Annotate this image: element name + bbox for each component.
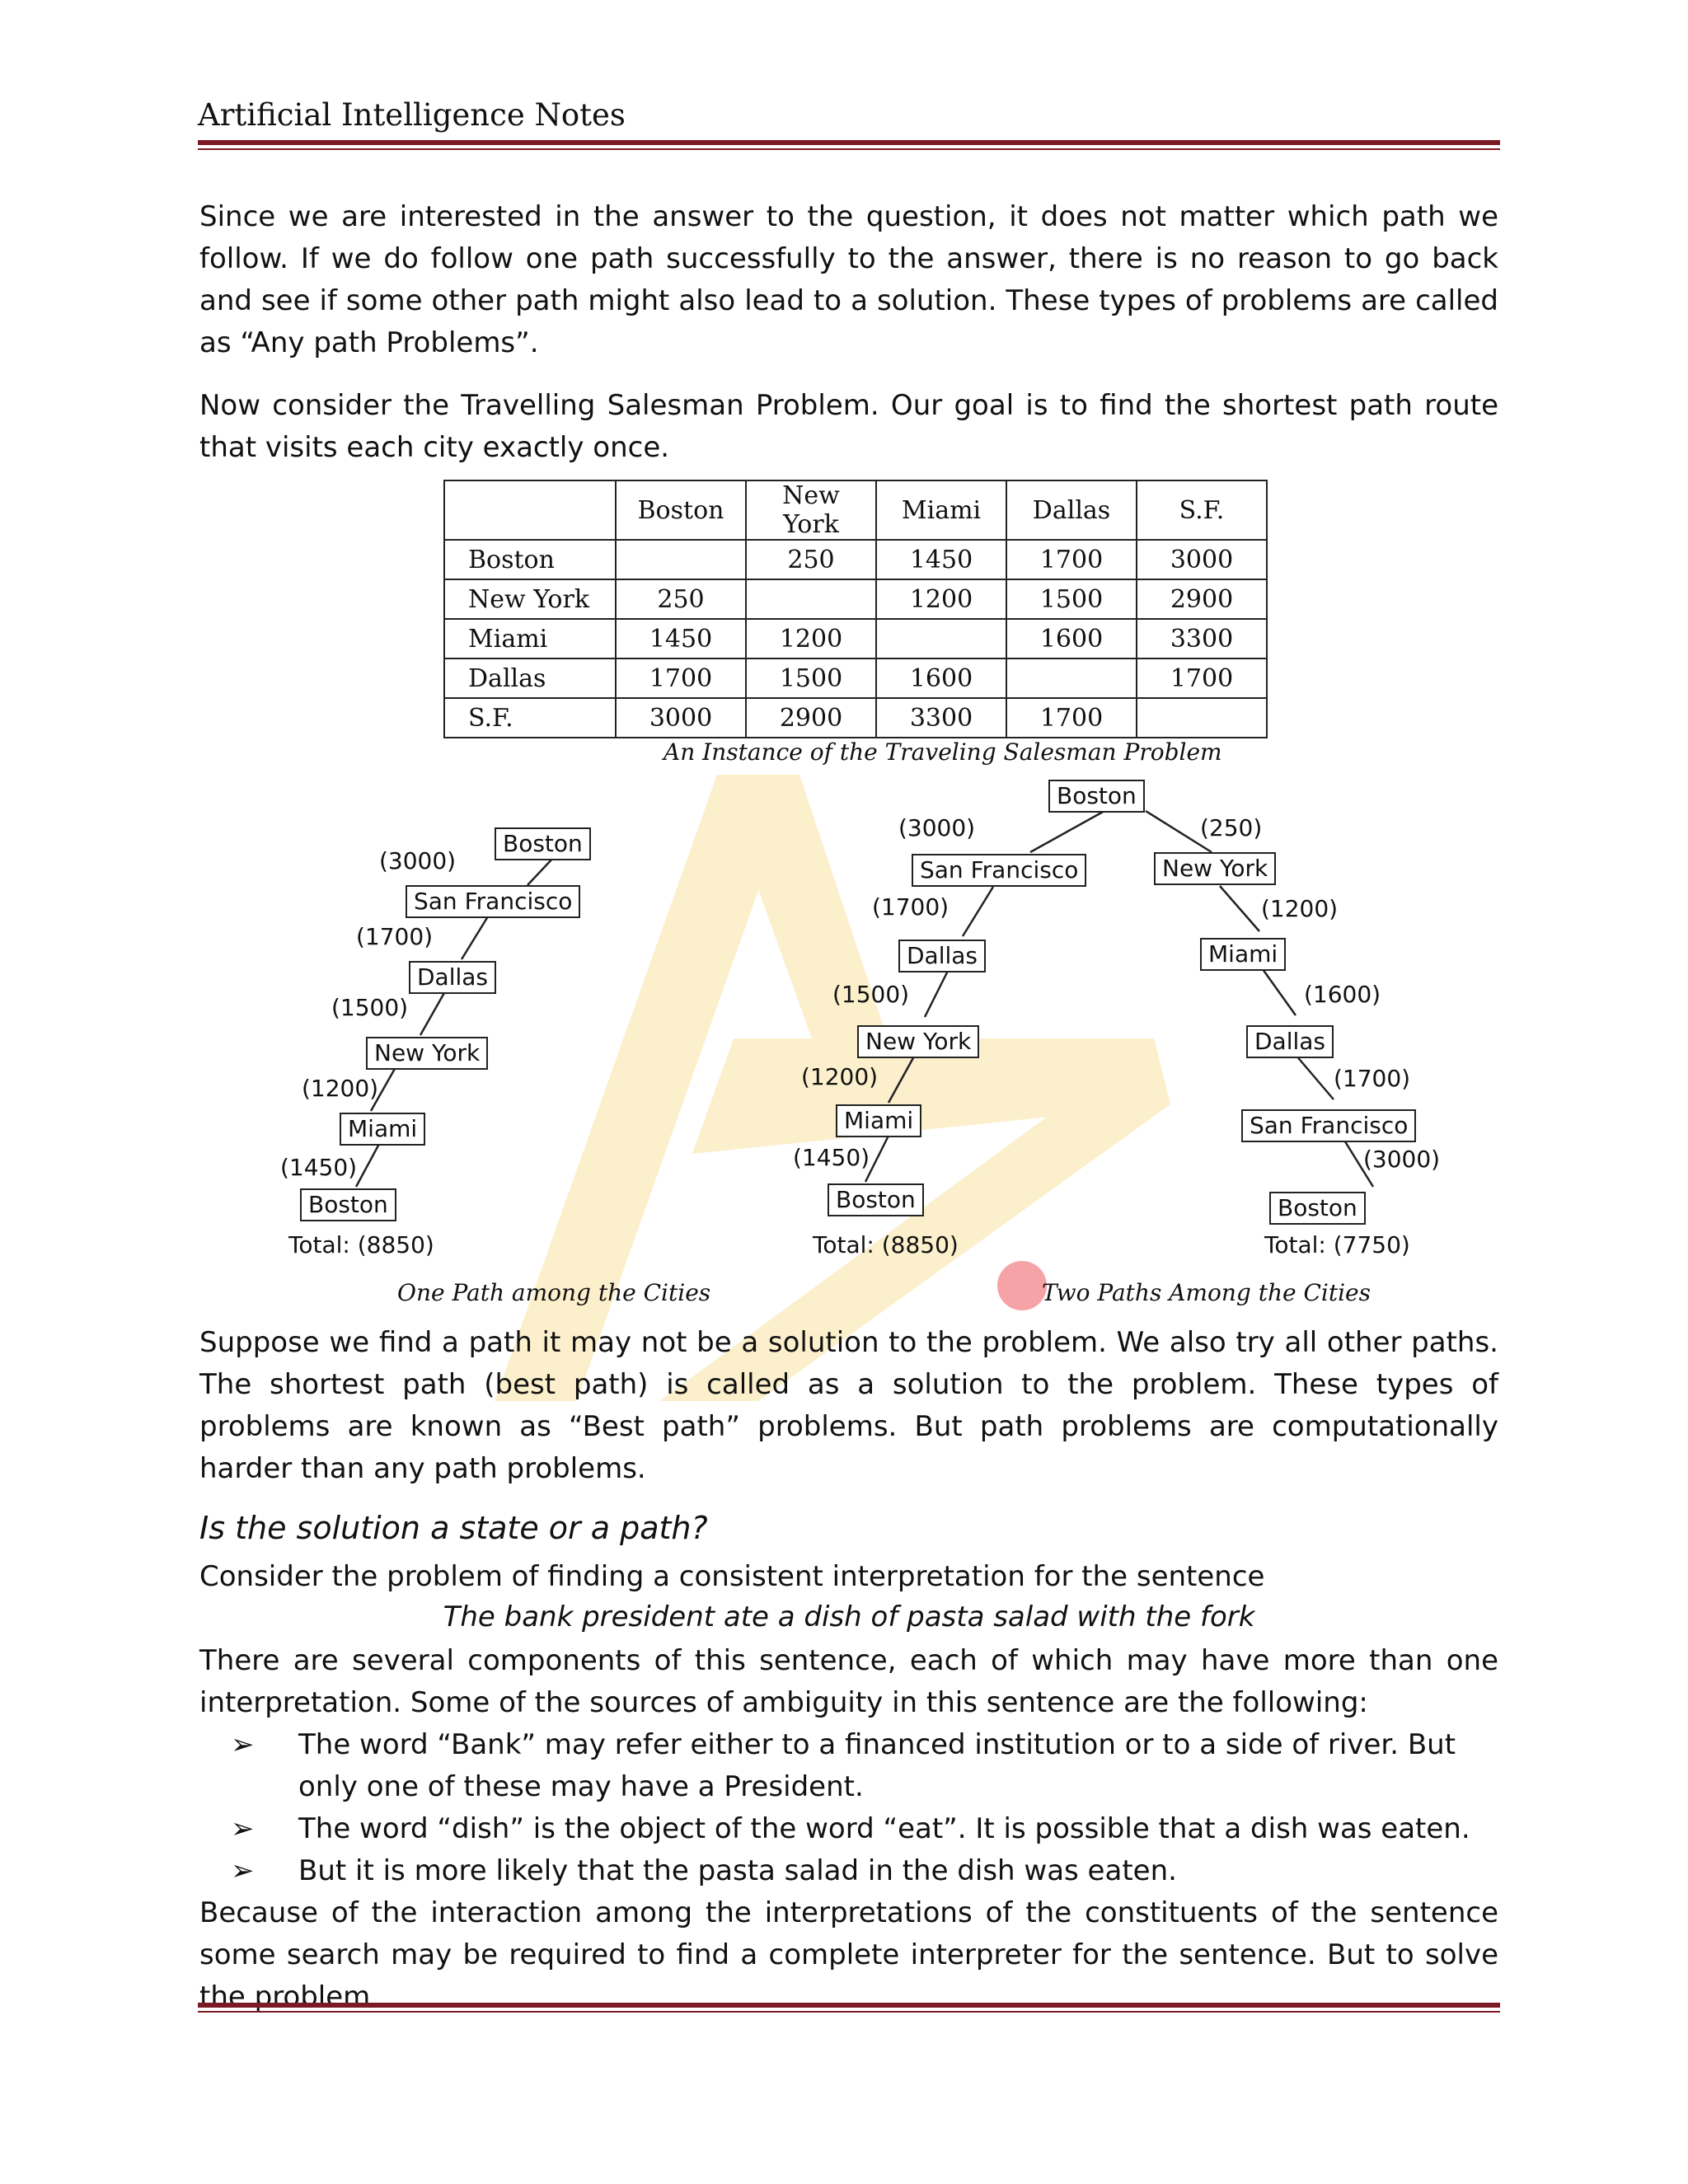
edge-cost: (1700) [356,923,434,950]
node-dallas: Dallas [898,940,986,972]
table-cell: 2900 [1137,579,1267,619]
table-cell: Dallas [444,658,616,698]
table-cell: 1700 [616,658,746,698]
node-boston-end: Boston [1269,1192,1366,1225]
node-san-francisco: San Francisco [1241,1109,1416,1142]
list-item-text: The word “dish” is the object of the word “eat”. It is possible that a dish was eaten. [298,1812,1470,1845]
paragraph-components: There are several components of this sentence, each of which may have more than one interpretation. Some of the sources of ambiguity in this sentence are the following: [199,1644,1498,1719]
edge-cost: (3000) [379,847,457,874]
table-cell: 3000 [616,698,746,738]
table-cell: 1600 [1006,619,1137,658]
table-caption: An Instance of the Traveling Salesman Problem [663,738,1222,766]
edge-cost: (1600) [1304,981,1381,1008]
node-boston-root: Boston [1048,780,1145,813]
table-cell: 3000 [1137,540,1267,579]
edge-cost: (1200) [302,1075,379,1102]
table-cell: 1200 [746,619,876,658]
node-miami: Miami [1200,938,1286,971]
table-cell: 1500 [746,658,876,698]
table-cell: 3300 [1137,619,1267,658]
section-heading: Is the solution a state or a path? [199,1510,708,1546]
path-total: Total: (8850) [813,1231,959,1258]
table-cell: 2900 [746,698,876,738]
table-cell: 1700 [1006,540,1137,579]
node-san-francisco: San Francisco [406,885,580,918]
edge-cost: (1500) [832,981,910,1008]
path-total: Total: (7750) [1264,1231,1410,1258]
node-new-york: New York [1154,852,1276,885]
node-san-francisco: San Francisco [912,854,1086,887]
table-header-cell: Miami [876,480,1006,540]
edge-cost: (1700) [1334,1065,1411,1092]
node-boston-end: Boston [300,1188,396,1221]
edge-cost: (3000) [898,814,976,841]
node-dallas: Dallas [409,961,496,994]
paragraph-best-path: Suppose we find a path it may not be a solution to the problem. We also try all other paths. The shortest path (best path) is called as a solution to the problem. These types of problems are known as “Best path” problems. But path problems are computationally harder than any path problems. [199,1326,1498,1485]
paragraph-any-path: Since we are interested in the answer to the question, it does not matter which path we follow. If we do follow one path successfully to the answer, there is no reason to go back and see if some other path might also lead to a solution. These types of problems are called as “Any path Problems”. [199,200,1498,359]
table-header-cell: Boston [616,480,746,540]
path-total: Total: (8850) [288,1231,434,1258]
table-cell: 250 [746,540,876,579]
example-sentence: The bank president ate a dish of pasta salad with the fork [443,1601,1255,1633]
list-item [231,1850,1498,1892]
table-cell: 1700 [1137,658,1267,698]
list-item [231,1724,1498,1808]
edge-cost: (1700) [872,893,950,921]
footer-rule [198,2003,1500,2013]
table-cell: 1450 [876,540,1006,579]
arrow-bullet-icon: ➢ [231,1854,255,1887]
arrow-bullet-icon: ➢ [231,1812,255,1845]
edge-cost: (1200) [1261,895,1339,922]
edge-cost: (250) [1200,814,1263,841]
table-cell: Boston [444,540,616,579]
table-cell: New York [444,579,616,619]
paragraph-interaction: Because of the interaction among the interpretations of the constituents of the sentence some search may be required to find a complete interpreter for the sentence. But to solve the problem [199,1896,1498,2013]
paragraph-consider: Consider the problem of finding a consistent interpretation for the sentence [199,1560,1265,1593]
node-boston-end: Boston [828,1183,924,1216]
node-boston-start: Boston [495,827,591,860]
edge-cost: (3000) [1363,1146,1441,1173]
node-new-york: New York [857,1025,979,1058]
node-new-york: New York [366,1037,488,1070]
table-header-cell: Dallas [1006,480,1137,540]
table-cell: 1450 [616,619,746,658]
page-header-title: Artificial Intelligence Notes [198,97,626,133]
list-item-text: The word “Bank” may refer either to a financed institution or to a side of river. But only one of these may have a President. [298,1728,1456,1803]
table-cell: S.F. [444,698,616,738]
edge-cost: (1450) [280,1154,358,1181]
edge-cost: (1500) [331,994,409,1021]
list-item [231,1808,1498,1850]
node-miami: Miami [836,1104,921,1137]
right-diagram-caption: Two Paths Among the Cities [1042,1279,1371,1306]
left-diagram-caption: One Path among the Cities [397,1279,711,1306]
edge-cost: (1200) [801,1063,879,1090]
list-item-text: But it is more likely that the pasta salad in the dish was eaten. [298,1854,1177,1887]
table-cell: 1700 [1006,698,1137,738]
paragraph-tsp-intro: Now consider the Travelling Salesman Problem. Our goal is to find the shortest path route that visits each city exactly once. [199,389,1498,464]
node-dallas: Dallas [1246,1025,1334,1058]
table-cell: 250 [616,579,746,619]
table-cell: 1600 [876,658,1006,698]
table-cell: Miami [444,619,616,658]
table-cell: 3300 [876,698,1006,738]
node-miami: Miami [340,1113,425,1146]
edge-cost: (1450) [793,1144,870,1171]
table-header-cell: New York [746,480,876,540]
table-cell: 1200 [876,579,1006,619]
table-cell: 1500 [1006,579,1137,619]
table-header-cell: S.F. [1137,480,1267,540]
arrow-bullet-icon: ➢ [231,1728,255,1761]
